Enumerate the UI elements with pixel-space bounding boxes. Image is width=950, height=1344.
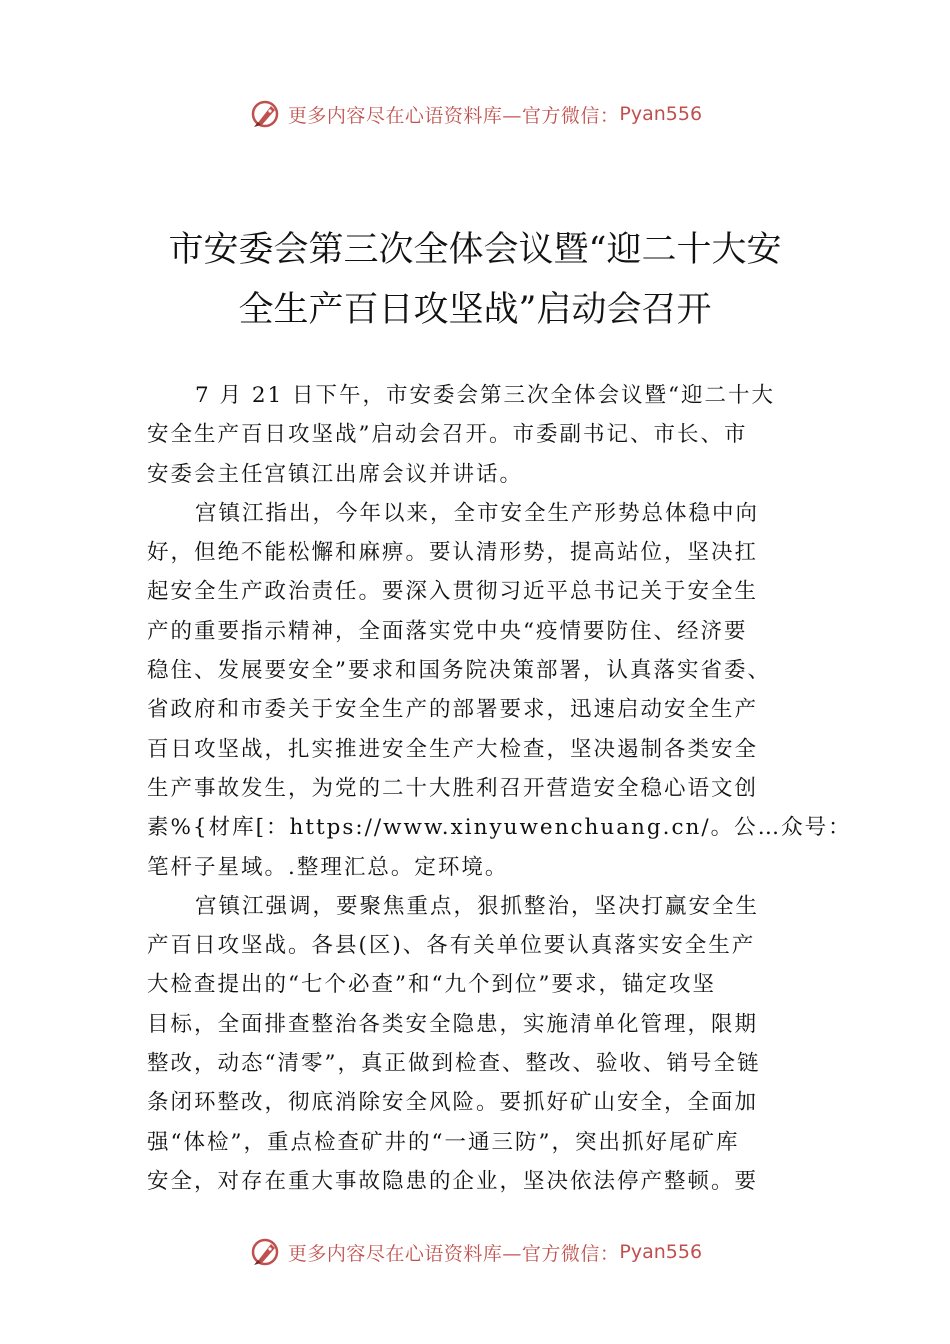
document-body (147, 376, 852, 1201)
watermark-wechat-id: Pyan556 (619, 1241, 703, 1263)
body-line: 条闭环整改，彻底消除安全风险。要抓好矿山安全，全面加 (147, 1090, 759, 1116)
body-line: 安委会主任宫镇江出席会议并讲话。 (147, 461, 524, 487)
body-line: 宫镇江强调，要聚焦重点，狠抓整治，坚决打赢安全生 (195, 893, 760, 919)
watermark-text: 更多内容尽在心语资料库—官方微信： (287, 104, 620, 127)
body-line: 稳住、发展要安全”要求和国务院决策部署，认真落实省委、 (147, 658, 771, 684)
body-line: 大检查提出的“七个必查”和“九个到位”要求，锚定攻坚 (147, 972, 716, 998)
footer-watermark-banner (0, 1232, 950, 1272)
pen-nib-logo-icon (248, 97, 282, 131)
body-line: 笔杆子星域。.整理汇总。定环境。 (147, 854, 509, 880)
body-line: 宫镇江指出，今年以来，全市安全生产形势总体稳中向 (195, 500, 760, 526)
pen-nib-logo-icon (248, 1235, 282, 1269)
body-line: 目标，全面排查整治各类安全隐患，实施清单化管理，限期 (147, 1011, 759, 1037)
body-line: 强“体检”，重点检查矿井的“一通三防”，突出抓好尾矿库 (147, 1129, 740, 1155)
body-line: 省政府和市委关于安全生产的部署要求，迅速启动安全生产 (147, 697, 759, 723)
body-line: 好，但绝不能松懈和麻痹。要认清形势，提高站位，坚决扛 (147, 540, 759, 566)
body-line: 安全，对存在重大事故隐患的企业，坚决依法停产整顿。要 (147, 1168, 759, 1194)
body-line: 产的重要指示精神，全面落实党中央“疫情要防住、经济要 (147, 618, 748, 644)
body-line: 安全生产百日攻坚战”启动会召开。市委副书记、市长、市 (147, 422, 748, 448)
watermark-text: 更多内容尽在心语资料库—官方微信： (287, 1242, 620, 1265)
watermark-wechat-id: Pyan556 (619, 103, 703, 125)
body-line: 7 月 21 日下午，市安委会第三次全体会议暨“迎二十大 (195, 383, 776, 408)
body-line: 起安全生产政治责任。要深入贯彻习近平总书记关于安全生 (147, 579, 759, 605)
body-line: 生产事故发生，为党的二十大胜利召开营造安全稳心语文创 (147, 775, 759, 801)
body-line: 素%{材库[：https://www.xinyuwenchuang.cn/。公…众号： (147, 815, 852, 841)
body-line: 整改，动态“清零”，真正做到检查、整改、验收、销号全链 (147, 1051, 761, 1077)
title-line: 市安委会第三次全体会议暨“迎二十大安 (168, 230, 782, 270)
body-line: 产百日攻坚战。各县(区)、各有关单位要认真落实安全生产 (147, 933, 756, 959)
header-watermark-banner (0, 94, 950, 134)
title-line: 全生产百日攻坚战”启动会召开 (238, 290, 712, 330)
body-line: 百日攻坚战，扎实推进安全生产大检查，坚决遏制各类安全 (147, 736, 759, 762)
document-title (0, 220, 950, 340)
